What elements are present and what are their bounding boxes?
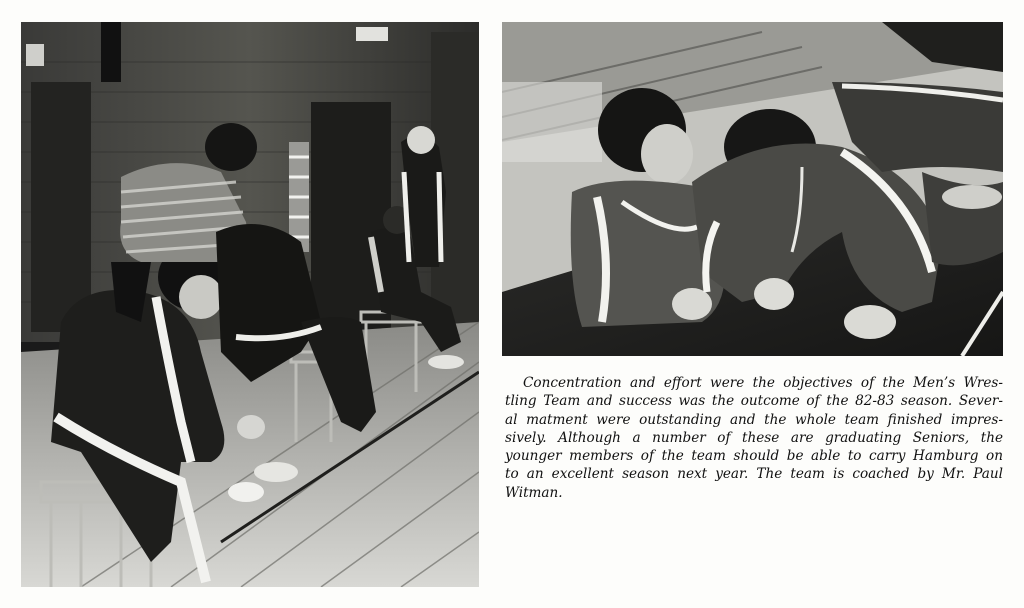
caption-line: Concentration and effort were the objectives of the Men’s Wres- [523, 375, 1003, 391]
caption-line: sively. Although a number of these are graduating Seniors, the [505, 429, 1003, 446]
caption-line: to an excellent season next year. The team is coached by Mr. Paul [505, 466, 1003, 483]
caption-line: Witman. [505, 484, 563, 501]
caption-line: younger members of the team should be able to carry Hamburg on [505, 448, 1003, 465]
gym-bench-photo [21, 22, 479, 587]
caption-line: al matment were outstanding and the whole team finished impres- [505, 411, 1003, 428]
caption-line: tling Team and success was the outcome of the 82-83 season. Sever- [505, 393, 1003, 410]
photo-caption [505, 374, 1003, 502]
wrestlers-mat-photo [502, 22, 1003, 356]
gym-bench-photo-image [21, 22, 479, 587]
wrestlers-mat-photo-image [502, 22, 1003, 356]
